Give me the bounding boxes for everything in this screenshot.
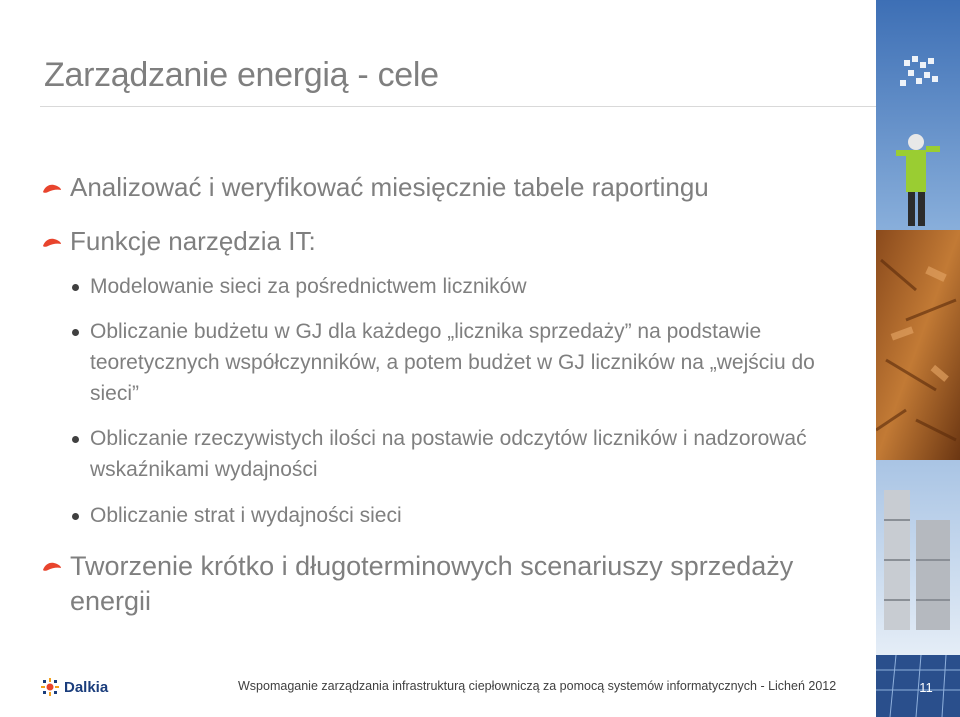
bullet-item bbox=[44, 224, 844, 258]
footer-caption: Wspomaganie zarządzania infrastrukturą ciepłowniczą za pomocą systemów informatycznych - Licheń 2012 bbox=[238, 679, 837, 693]
sub-bullet-item bbox=[72, 316, 832, 409]
slide-title: Zarządzanie energią - cele bbox=[44, 56, 439, 94]
bullet-item bbox=[44, 549, 844, 619]
sub-bullet-text: Obliczanie strat i wydajności sieci bbox=[90, 504, 402, 527]
bullet-marker-icon bbox=[42, 183, 62, 194]
bullet-marker-icon bbox=[42, 237, 62, 248]
side-photo-strip bbox=[876, 0, 960, 717]
bullet-marker-icon bbox=[42, 561, 62, 572]
dalkia-logo-icon bbox=[40, 677, 60, 697]
sub-bullet-text: Obliczanie budżetu w GJ dla każdego „licznika sprzedaży” na podstawie teoretycznych współczynników, a potem budżet w GJ liczników na „wejściu do sieci” bbox=[90, 320, 815, 405]
sub-bullet-item bbox=[72, 423, 832, 485]
dalkia-logo bbox=[40, 676, 108, 698]
page-number: 11 bbox=[919, 679, 933, 695]
side-photo-image bbox=[876, 0, 960, 717]
sub-bullet-text: Obliczanie rzeczywistych ilości na postawie odczytów liczników i nadzorować wskaźnikami wydajności bbox=[90, 427, 807, 481]
bullet-text: Funkcje narzędzia IT: bbox=[70, 226, 316, 256]
sub-bullet-dot-icon bbox=[72, 329, 79, 336]
dalkia-logo-text: Dalkia bbox=[64, 678, 109, 696]
sub-bullet-text: Modelowanie sieci za pośrednictwem liczników bbox=[90, 275, 527, 298]
sub-bullet-dot-icon bbox=[72, 284, 79, 291]
bullet-text: Tworzenie krótko i długoterminowych scenariuszy sprzedaży energii bbox=[70, 551, 794, 616]
sub-bullet-item bbox=[72, 500, 832, 531]
bullet-item bbox=[44, 170, 844, 204]
sub-bullet-dot-icon bbox=[72, 436, 79, 443]
bullet-text: Analizować i weryfikować miesięcznie tabele raportingu bbox=[70, 172, 709, 202]
sub-bullet-item bbox=[72, 271, 832, 302]
title-divider bbox=[40, 106, 880, 107]
sub-bullet-dot-icon bbox=[72, 513, 79, 520]
